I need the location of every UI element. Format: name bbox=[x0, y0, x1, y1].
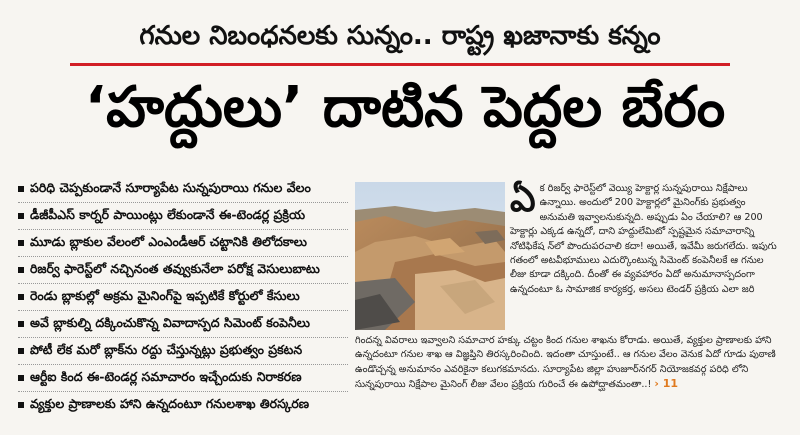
bullet-square-icon bbox=[18, 402, 24, 408]
bullet-text: అవే బ్లాకుల్ని దక్కించుకొన్న వివాదాస్పద సిమెంట్ కంపెనీలు bbox=[30, 314, 310, 330]
bullet-square-icon bbox=[18, 240, 24, 246]
drop-cap: ఏ bbox=[510, 179, 536, 220]
bullet-square-icon bbox=[18, 321, 24, 327]
bullet-item bbox=[18, 392, 348, 418]
bullet-square-icon bbox=[18, 294, 24, 300]
bullet-square-icon bbox=[18, 267, 24, 273]
bullet-item bbox=[18, 230, 348, 257]
bullet-square-icon bbox=[18, 186, 24, 192]
bullet-item bbox=[18, 365, 348, 392]
quarry-image bbox=[355, 182, 505, 330]
quarry-photo bbox=[355, 182, 505, 330]
article-text-right: క రిజర్వ్ ఫారెస్ట్‌లో వెయ్యి హెక్టార్ల సున్నపురాయి నిక్షేపాలు ఉన్నాయి. అందులో 200 హెక్టార్లలో మైనింగ్‌కు ప్రభుత్వం అనుమతి ఇవ్వాలనుకున్నది. అప్పుడు ఏం చేయాలి? ఆ 200 హెక్టార్లు ఎక్కడ ఉన్నదో, దాని హద్దులేమిటో స్పష్టమైన సమాచారాన్ని నోటిఫికేష న్‌లో పొందుపరచాలి కదా! అయితే, ఇవేమీ జరుగలేదు. ఇపుగు గతంలో అటవీభూములు ఎదుర్కొంటున్న సిమెంట్ కంపెనీలకే ఆ గనుల లీజు కూడా దక్కింది. దీంతో ఈ వ్యవహారం ఏదో అనుమానాస్పదంగా ఉన్నదంటూ ఓ సామాజిక కార్యకర్త, అసలు టెండర్ ప్రక్రియ ఎలా జరి bbox=[510, 183, 777, 295]
bullet-text: వ్యక్తుల ప్రాణాలకు హాని ఉన్నదంటూ గనులశాఖ తిరస్కరణ bbox=[30, 395, 310, 411]
article-body-bottom bbox=[355, 334, 783, 393]
bullet-text: డీజీపీఎస్ కార్నర్ పాయింట్లు లేకుండానే ఈ-టెండర్ల ప్రక్రియ bbox=[30, 206, 306, 222]
bullet-square-icon bbox=[18, 375, 24, 381]
bullet-text: రెండు బ్లాకుల్లో అక్రమ మైనింగ్‌పై ఇప్పటికే కోర్టులో కేసులు bbox=[30, 287, 300, 303]
bullet-item bbox=[18, 257, 348, 284]
bullet-text: మూడు బ్లాకుల వేలంలో ఎంఎండీఆర్ చట్టానికి తిలోదకాలు bbox=[30, 233, 307, 249]
bullet-text: ఆర్టీఐ కింద ఈ-టెండర్ల సమాచారం ఇచ్చేందుకు నిరాకరణ bbox=[30, 368, 302, 384]
bullet-item bbox=[18, 284, 348, 311]
bullet-square-icon bbox=[18, 213, 24, 219]
bullet-text: పోటీ లేక మరో బ్లాక్‌ను రద్దు చేస్తున్నట్లు ప్రభుత్వం ప్రకటన bbox=[30, 341, 303, 357]
bullet-text: రిజర్వ్ ఫారెస్ట్‌లో నచ్చినంత తవ్వుకునేలా పరోక్ష వెసులుబాటు bbox=[30, 260, 320, 276]
highlight-bullets bbox=[18, 176, 348, 418]
article-text-bottom: గిందన్న వివరాలు ఇవ్వాలని సమాచార హక్కు చట్టం కింద గనుల శాఖను కోరాడు. అయితే, వ్యక్తుల ప్రాణాలకు హాని ఉన్నదంటూ గనుల శాఖ ఆ విజ్ఞప్తిని తిరస్కరించింది. ఇదంతా చూస్తుంటే.. ఆ గనుల వేలం వెనుక ఏదో గూడు పుఠాణి ఉండొచ్చన్న అనుమానం ఎవరికైనా కలుగకమానదు. సూర్యాపేట జిల్లా హుజూర్‌నగర్ నియోజకవర్గ పరిధి లోని సున్నపురాయి నిక్షేపాల మైనింగ్ లీజు వేలం ప్రక్రియ గురించే ఈ ఉపోద్ఘాతమంతా..! bbox=[355, 335, 776, 391]
bullet-square-icon bbox=[18, 348, 24, 354]
bullet-item bbox=[18, 338, 348, 365]
bullet-text: పరిధి చెప్పకుండానే సూర్యాపేట సున్నపురాయి గనుల వేలం bbox=[30, 179, 311, 195]
kicker-underline bbox=[70, 63, 730, 66]
main-headline: ‘హద్దులు’ దాటిన పెద్దల బేరం bbox=[84, 78, 726, 140]
continued-page-marker[interactable]: › 11 bbox=[654, 377, 679, 391]
bullet-item bbox=[18, 203, 348, 230]
article-body-right bbox=[510, 179, 782, 297]
bullet-item bbox=[18, 176, 348, 203]
bullet-item bbox=[18, 311, 348, 338]
kicker-headline: గనుల నిబంధనలకు సున్నం.. రాష్ట్ర ఖజానాకు కన్నం bbox=[139, 21, 661, 51]
